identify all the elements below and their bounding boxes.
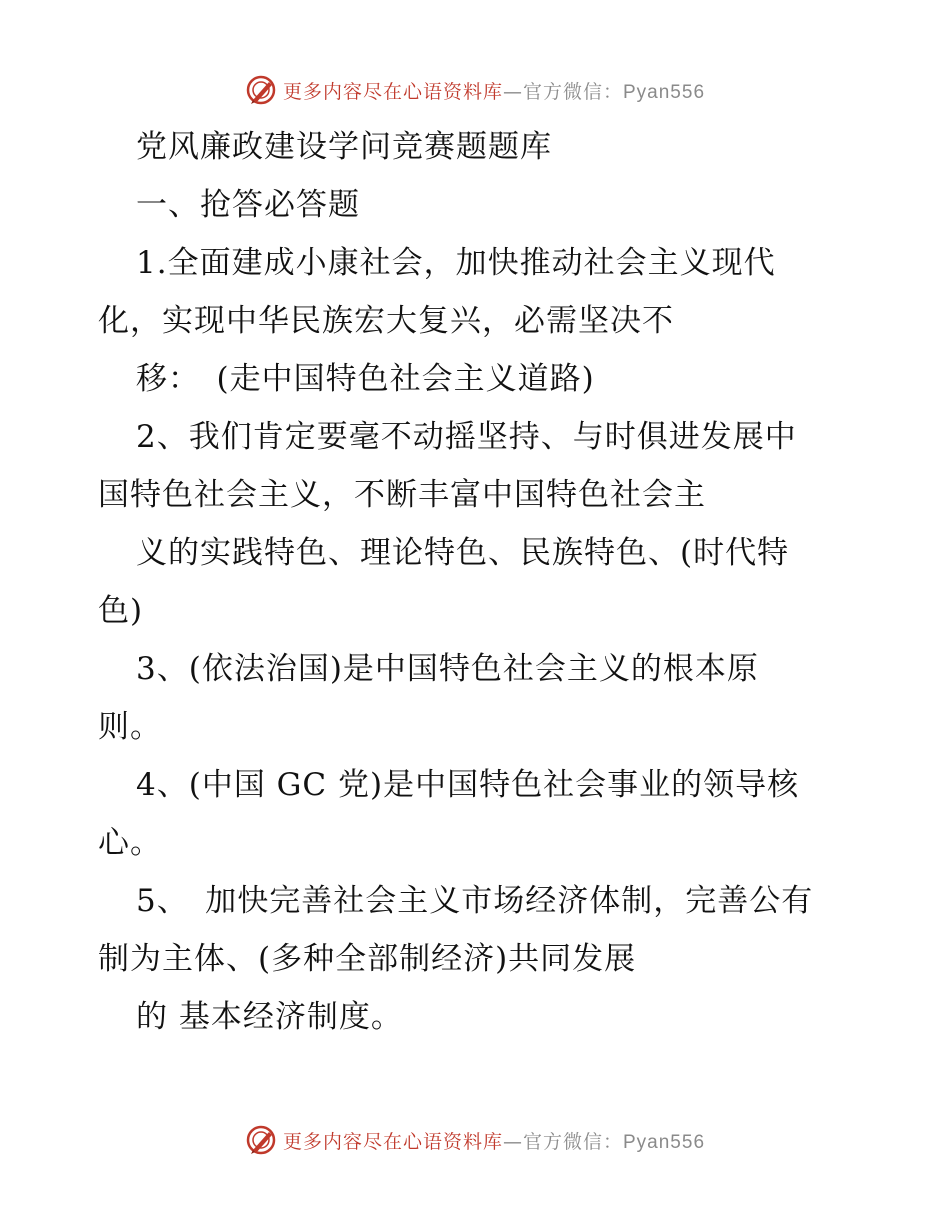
pen-circle-logo-icon [245,74,277,106]
watermark-source: 更多内容尽在心语资料库 [282,80,503,103]
watermark-wechat-id: Pyan556 [623,81,706,103]
paragraph-line: 色) [98,593,144,629]
watermark-separator: —官方微信： [502,1130,623,1153]
paragraph-line: 义的实践特色、理论特色、民族特色、(时代特 [136,535,790,571]
watermark-text [283,77,705,104]
watermark-wechat-id: Pyan556 [623,1131,706,1153]
paragraph-line: 的 基本经济制度。 [136,999,403,1035]
document-title: 党风廉政建设学问竞赛题题库 [136,129,552,165]
pen-circle-logo-icon [245,1124,277,1156]
paragraph-line: 则。 [98,709,162,745]
paragraph-line: 制为主体、(多种全部制经济)共同发展 [98,941,637,977]
paragraph-line: 1.全面建成小康社会，加快推动社会主义现代 [136,245,776,281]
watermark-source: 更多内容尽在心语资料库 [282,1130,503,1153]
paragraph-line: 2、我们肯定要毫不动摇坚持、与时俱进发展中 [136,419,797,455]
section-heading: 一、抢答必答题 [136,187,360,223]
header-watermark [0,70,950,110]
paragraph-line: 5、 加快完善社会主义市场经济体制，完善公有 [136,883,814,919]
paragraph-line: 心。 [98,825,162,861]
footer-watermark [0,1120,950,1160]
paragraph-line: 3、(依法治国)是中国特色社会主义的根本原 [136,651,759,687]
document-body [98,118,858,1046]
paragraph-line: 国特色社会主义，不断丰富中国特色社会主 [98,477,706,513]
paragraph-line: 4、(中国 GC 党)是中国特色社会事业的领导核 [136,767,800,803]
watermark-text [283,1127,705,1154]
paragraph-line: 化，实现中华民族宏大复兴，必需坚决不 [98,303,674,339]
watermark-separator: —官方微信： [502,80,623,103]
paragraph-line: 移： (走中国特色社会主义道路) [136,361,595,397]
